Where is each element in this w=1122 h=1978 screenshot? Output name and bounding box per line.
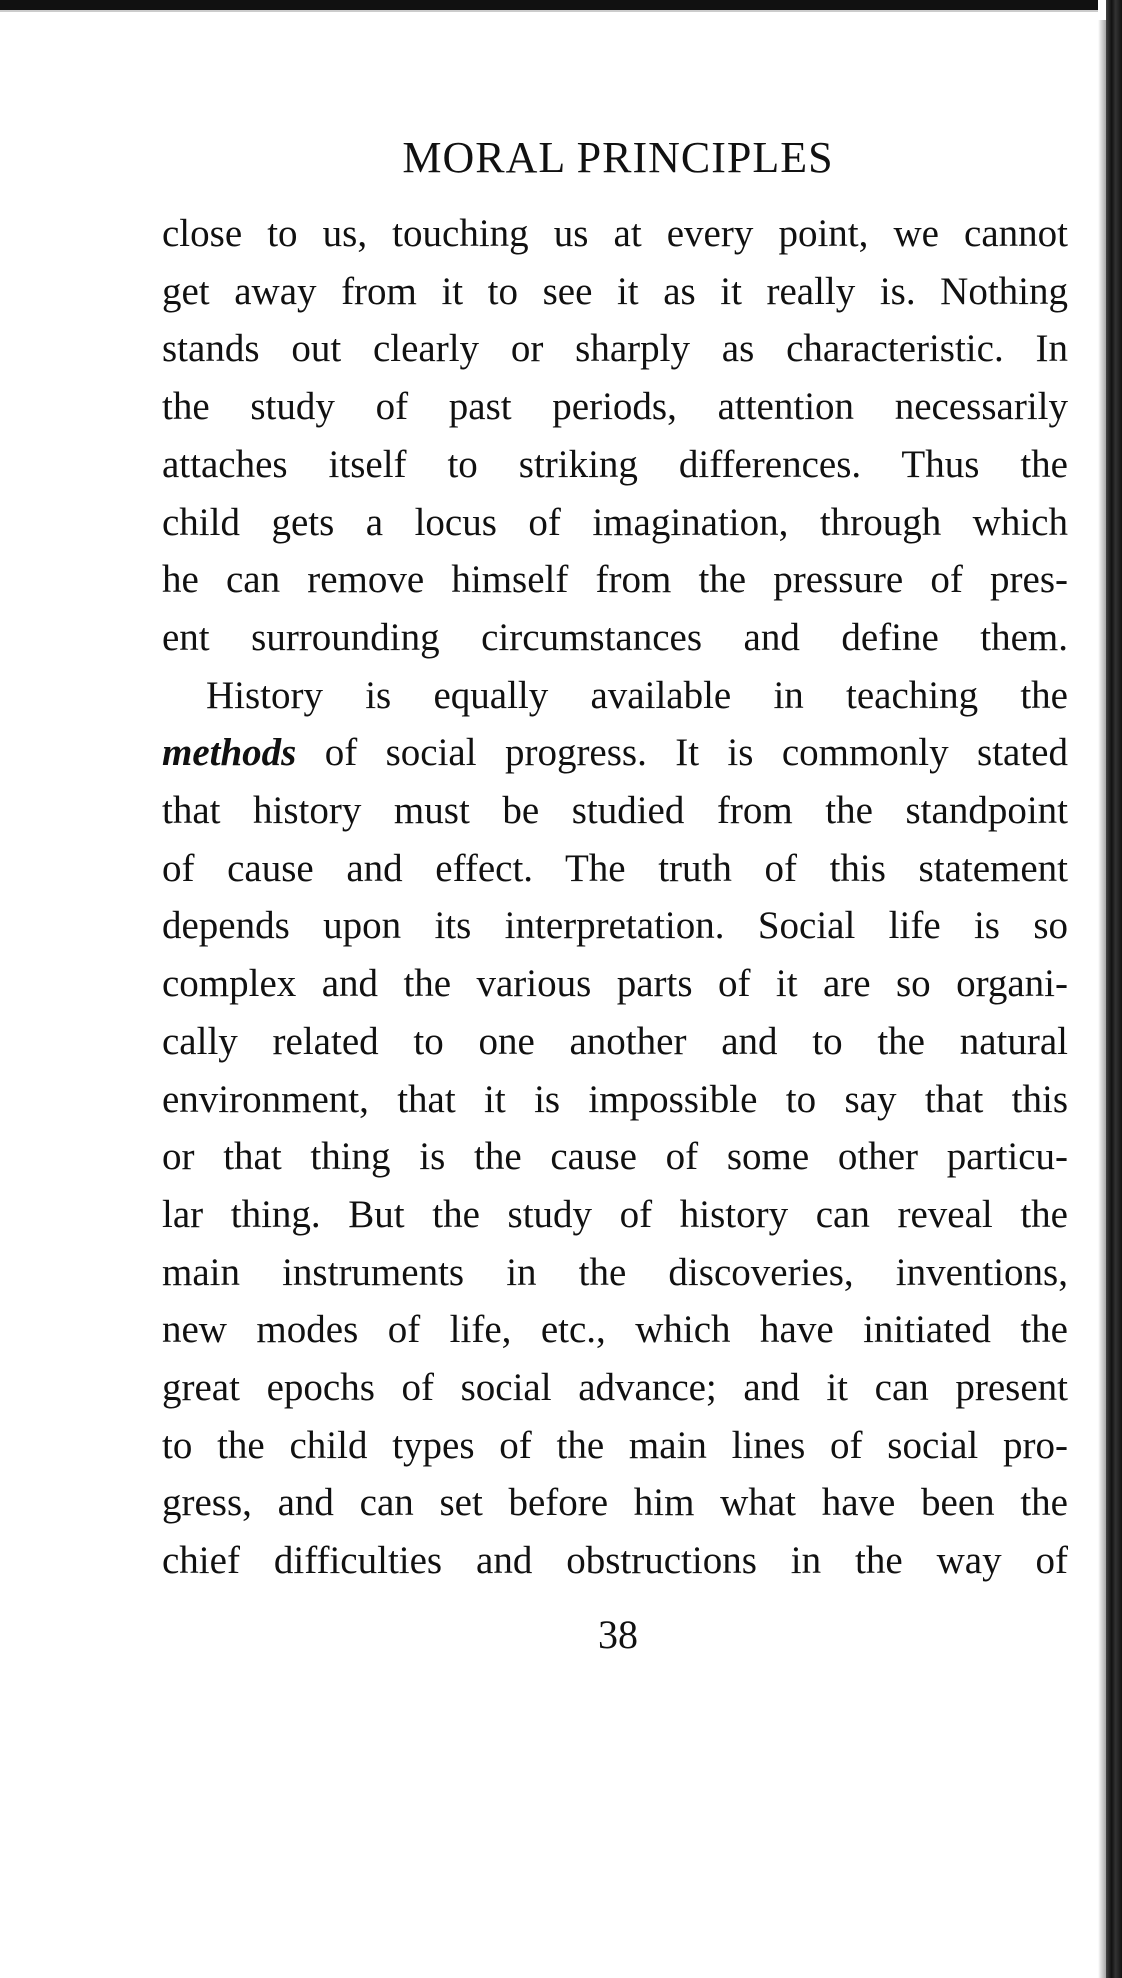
emphasized-word: methods	[162, 731, 297, 775]
text-line: get away from it to see it as it really is. Nothing	[162, 269, 1068, 313]
text-line: great epochs of social advance; and it can present	[162, 1366, 1068, 1410]
top-page-edge	[0, 0, 1098, 10]
text-line: complex and the various parts of it are so organi-	[162, 962, 1068, 1006]
text-line: ent surrounding circumstances and define them.	[162, 615, 1068, 659]
text-line: attaches itself to striking differences. Thus the	[162, 442, 1068, 486]
text-line: he can remove himself from the pressure of pres-	[162, 558, 1068, 602]
text-line: main instruments in the discoveries, inventions,	[162, 1250, 1068, 1294]
body-text	[162, 205, 1068, 1590]
text-line: environment, that it is impossible to say that this	[162, 1077, 1068, 1121]
text-line-rest: of social progress. It is commonly stated	[296, 731, 1068, 775]
text-line: cally related to one another and to the natural	[162, 1019, 1068, 1063]
text-line: gress, and can set before him what have been the	[162, 1481, 1068, 1525]
text-line: child gets a locus of imagination, through which	[162, 500, 1068, 544]
text-line: that history must be studied from the standpoint	[162, 789, 1068, 833]
page-number: 38	[598, 1612, 638, 1657]
text-line: depends upon its interpretation. Social life is so	[162, 904, 1068, 948]
text-line: new modes of life, etc., which have initiated the	[162, 1308, 1068, 1352]
binding-edge	[1106, 0, 1122, 1978]
paragraph-start-line: History is equally available in teaching the	[206, 673, 1068, 717]
text-line: close to us, touching us at every point, we cannot	[162, 212, 1068, 255]
text-line: lar thing. But the study of history can reveal the	[162, 1192, 1068, 1236]
binding-shadow	[1098, 20, 1106, 1978]
running-head: MORAL PRINCIPLES	[402, 133, 834, 182]
text-line: of cause and effect. The truth of this statement	[162, 846, 1068, 890]
text-line: the study of past periods, attention necessarily	[162, 385, 1068, 429]
text-line: to the child types of the main lines of social pro-	[162, 1423, 1068, 1467]
text-line: stands out clearly or sharply as characteristic. In	[162, 327, 1068, 371]
top-page-edge-shadow	[0, 10, 1098, 12]
text-line: chief difficulties and obstructions in the way of	[162, 1539, 1068, 1583]
text-line-with-emphasis	[162, 724, 1068, 782]
text-line: or that thing is the cause of some other particu-	[162, 1135, 1068, 1179]
